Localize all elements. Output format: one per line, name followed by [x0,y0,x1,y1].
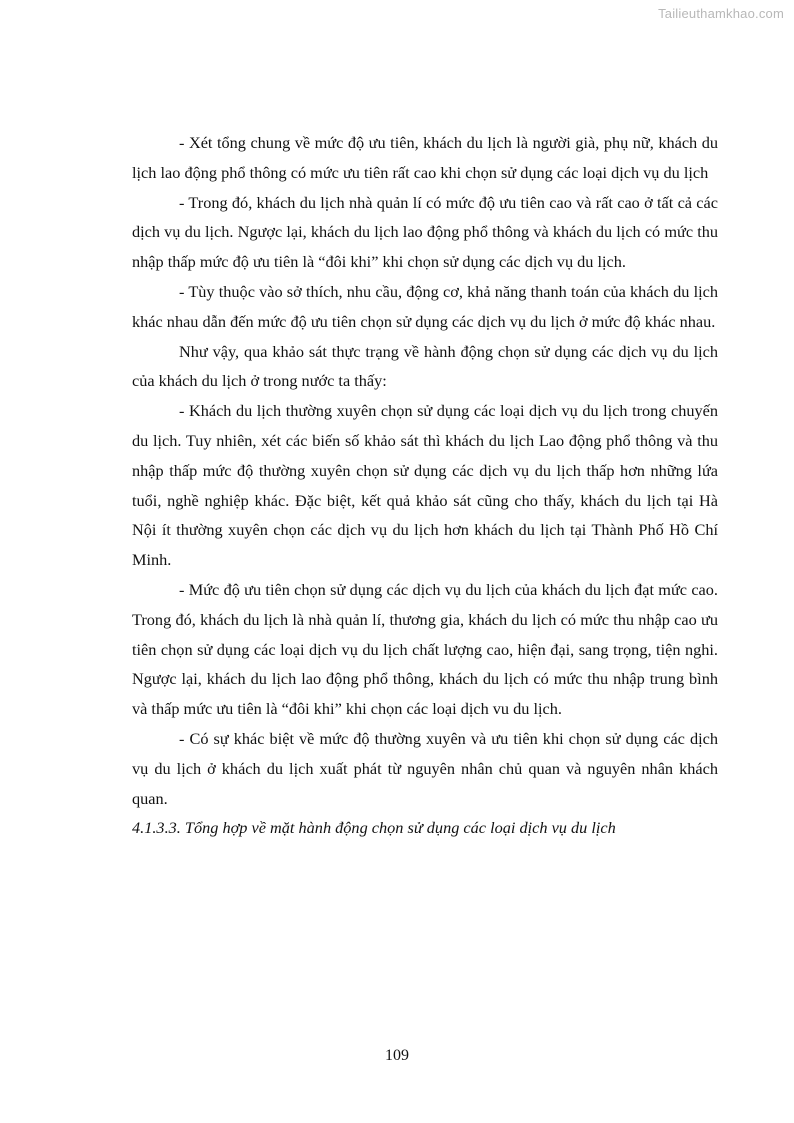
paragraph-priority-level: - Mức độ ưu tiên chọn sử dụng các dịch vụ du lịch của khách du lịch đạt mức cao. Trong đó, khách du lịch là nhà quản lí, thương gia, khách du lịch có mức thu nhập cao ưu tiên chọn sử dụng các loại dịch vụ du lịch chất lượng cao, hiện đại, sang trọng, tiện nghi. Ngược lại, khách du lịch lao động phổ thông, khách du lịch có mức thu nhập trung bình và thấp mức ưu tiên là “đôi khi” khi chọn các loại dịch vu du lịch. [132,579,718,719]
watermark: Tailieuthamkhao.com [658,6,784,21]
page-body [132,128,718,843]
section-heading: 4.1.3.3. Tổng hợp về mặt hành động chọn sử dụng các loại dịch vụ du lịch [132,818,616,838]
paragraph-survey-summary: Như vậy, qua khảo sát thực trạng về hành động chọn sử dụng các dịch vụ du lịch của khách du lịch ở trong nước ta thấy: [132,341,718,391]
paragraph-preferences: - Tùy thuộc vào sở thích, nhu cầu, động cơ, khả năng thanh toán của khách du lịch khác nhau dẫn đến mức độ ưu tiên chọn sử dụng các dịch vụ du lịch ở mức độ khác nhau. [132,281,718,331]
paragraph-differences: - Có sự khác biệt về mức độ thường xuyên và ưu tiên khi chọn sử dụng các dịch vụ du lịch ở khách du lịch xuất phát từ nguyên nhân chủ quan và nguyên nhân khách quan. [132,728,718,808]
paragraph-manager-priority: - Trong đó, khách du lịch nhà quản lí có mức độ ưu tiên cao và rất cao ở tất cả các dịch vụ du lịch. Ngược lại, khách du lịch lao động phổ thông và khách du lịch có mức thu nhập thấp mức độ ưu tiên là “đôi khi” khi chọn sử dụng các dịch vụ du lịch. [132,192,718,272]
paragraph-frequency: - Khách du lịch thường xuyên chọn sử dụng các loại dịch vụ du lịch trong chuyến du lịch. Tuy nhiên, xét các biến số khảo sát thì khách du lịch Lao động phổ thông và thu nhập thấp mức độ thường xuyên chọn sử dụng các dịch vụ du lịch thấp hơn những lứa tuổi, nghề nghiệp khác. Đặc biệt, kết quả khảo sát cũng cho thấy, khách du lịch tại Hà Nội ít thường xuyên chọn các dịch vụ du lịch hơn khách du lịch tại Thành Phố Hồ Chí Minh. [132,401,718,570]
paragraph-priority-overview: - Xét tổng chung về mức độ ưu tiên, khách du lịch là người già, phụ nữ, khách du lịch lao động phổ thông có mức ưu tiên rất cao khi chọn sử dụng các loại dịch vụ du lịch [132,133,718,182]
page-number: 109 [385,1047,409,1064]
